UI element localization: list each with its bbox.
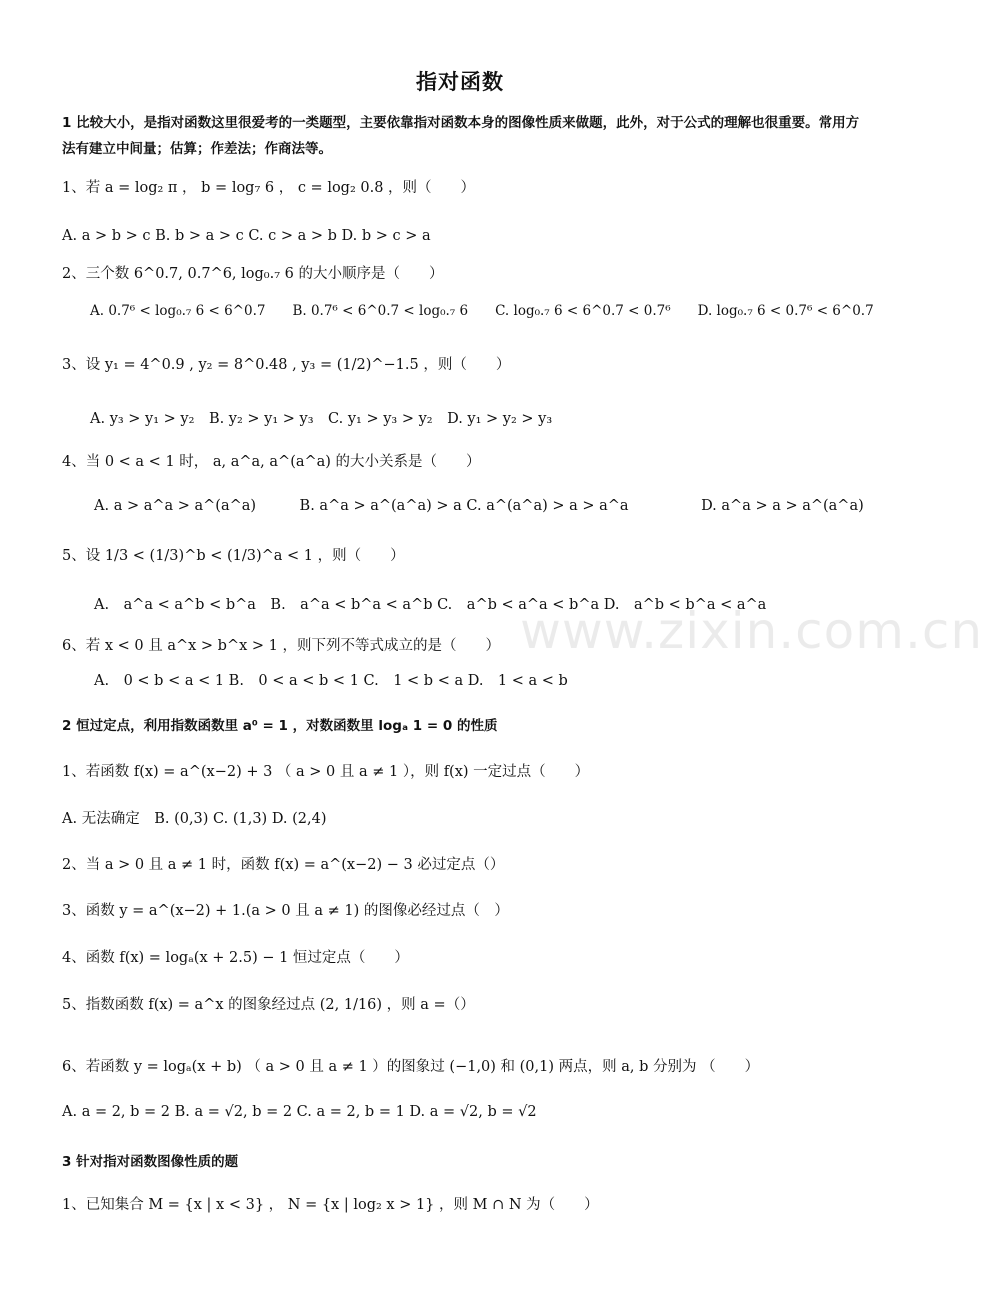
section-1-intro: 1 比较大小，是指对函数这里很爱考的一类题型，主要依靠指对函数本身的图像性质来做题，此外，对于公式的理解也很重要。常用方法有建立中间量；估算；作差法；作商法等。 xyxy=(62,115,860,157)
question-1-3-options: A. y₃ > y₁ > y₂ B. y₂ > y₁ > y₃ C. y₁ > y₃ > y₂ D. y₁ > y₂ > y₃ xyxy=(90,411,553,427)
question-1-1: 1、若 a = log₂ π ， b = log₇ 6 ， c = log₂ 0.8 ，则（ ） xyxy=(62,180,476,196)
question-2-4: 4、函数 f(x) = logₐ(x + 2.5) − 1 恒过定点（ ） xyxy=(62,950,409,966)
question-1-4-options: A. a > a^a > a^(a^a) B. a^a > a^(a^a) > a C. a^(a^a) > a > a^a D. a^a > a > a^(a^a) xyxy=(94,498,864,514)
question-2-1-options: A. 无法确定 B. (0,3) C. (1,3) D. (2,4) xyxy=(62,811,327,827)
question-1-5: 5、设 1/3 < (1/3)^b < (1/3)^a < 1 ，则（ ） xyxy=(62,548,405,564)
page-title: 指对函数 xyxy=(416,70,504,94)
question-2-3: 3、函数 y = a^(x−2) + 1.(a > 0 且 a ≠ 1) 的图像必经过点（ ） xyxy=(62,903,509,919)
question-2-6: 6、若函数 y = logₐ(x + b) （ a > 0 且 a ≠ 1 ）的图象过 (−1,0) 和 (0,1) 两点，则 a, b 分别为 （ ） xyxy=(62,1059,760,1075)
question-3-1: 1、已知集合 M = {x | x < 3} ， N = {x | log₂ x > 1} ，则 M ∩ N 为（ ） xyxy=(62,1197,599,1213)
section-2-heading: 2 恒过定点，利用指数函数里 a⁰ = 1 ，对数函数里 logₐ 1 = 0 的性质 xyxy=(62,718,498,734)
question-1-4: 4、当 0 < a < 1 时， a, a^a, a^(a^a) 的大小关系是（ ） xyxy=(62,454,481,470)
question-2-1: 1、若函数 f(x) = a^(x−2) + 3 （ a > 0 且 a ≠ 1 ），则 f(x) 一定过点（ ） xyxy=(62,764,590,780)
question-1-2: 2、三个数 6^0.7, 0.7^6, log₀.₇ 6 的大小顺序是（ ） xyxy=(62,266,444,282)
question-1-5-options: A. a^a < a^b < b^a B. a^a < b^a < a^b C. a^b < a^a < b^a D. a^b < b^a < a^a xyxy=(94,597,767,613)
question-2-5: 5、指数函数 f(x) = a^x 的图象经过点 (2, 1/16) ，则 a =（） xyxy=(62,997,475,1013)
section-3-heading: 3 针对指对函数图像性质的题 xyxy=(62,1154,239,1170)
question-1-6: 6、若 x < 0 且 a^x > b^x > 1 ，则下列不等式成立的是（ ） xyxy=(62,638,500,654)
question-1-2-options: A. 0.7⁶ < log₀.₇ 6 < 6^0.7 B. 0.7⁶ < 6^0.7 < log₀.₇ 6 C. log₀.₇ 6 < 6^0.7 < 0.7⁶ D. log₀.₇ 6 < 0.7⁶ < 6^0.7 xyxy=(90,303,874,319)
question-2-6-options: A. a = 2, b = 2 B. a = √2, b = 2 C. a = 2, b = 1 D. a = √2, b = √2 xyxy=(62,1104,537,1120)
question-1-1-options: A. a > b > c B. b > a > c C. c > a > b D. b > c > a xyxy=(62,228,431,244)
question-2-2: 2、当 a > 0 且 a ≠ 1 时，函数 f(x) = a^(x−2) − 3 必过定点（） xyxy=(62,857,505,873)
question-1-6-options: A. 0 < b < a < 1 B. 0 < a < b < 1 C. 1 < b < a D. 1 < a < b xyxy=(94,673,568,689)
watermark: www.zixin.com.cn xyxy=(520,602,983,660)
question-1-3: 3、设 y₁ = 4^0.9 , y₂ = 8^0.48 , y₃ = (1/2)^−1.5 ，则（ ） xyxy=(62,357,511,373)
